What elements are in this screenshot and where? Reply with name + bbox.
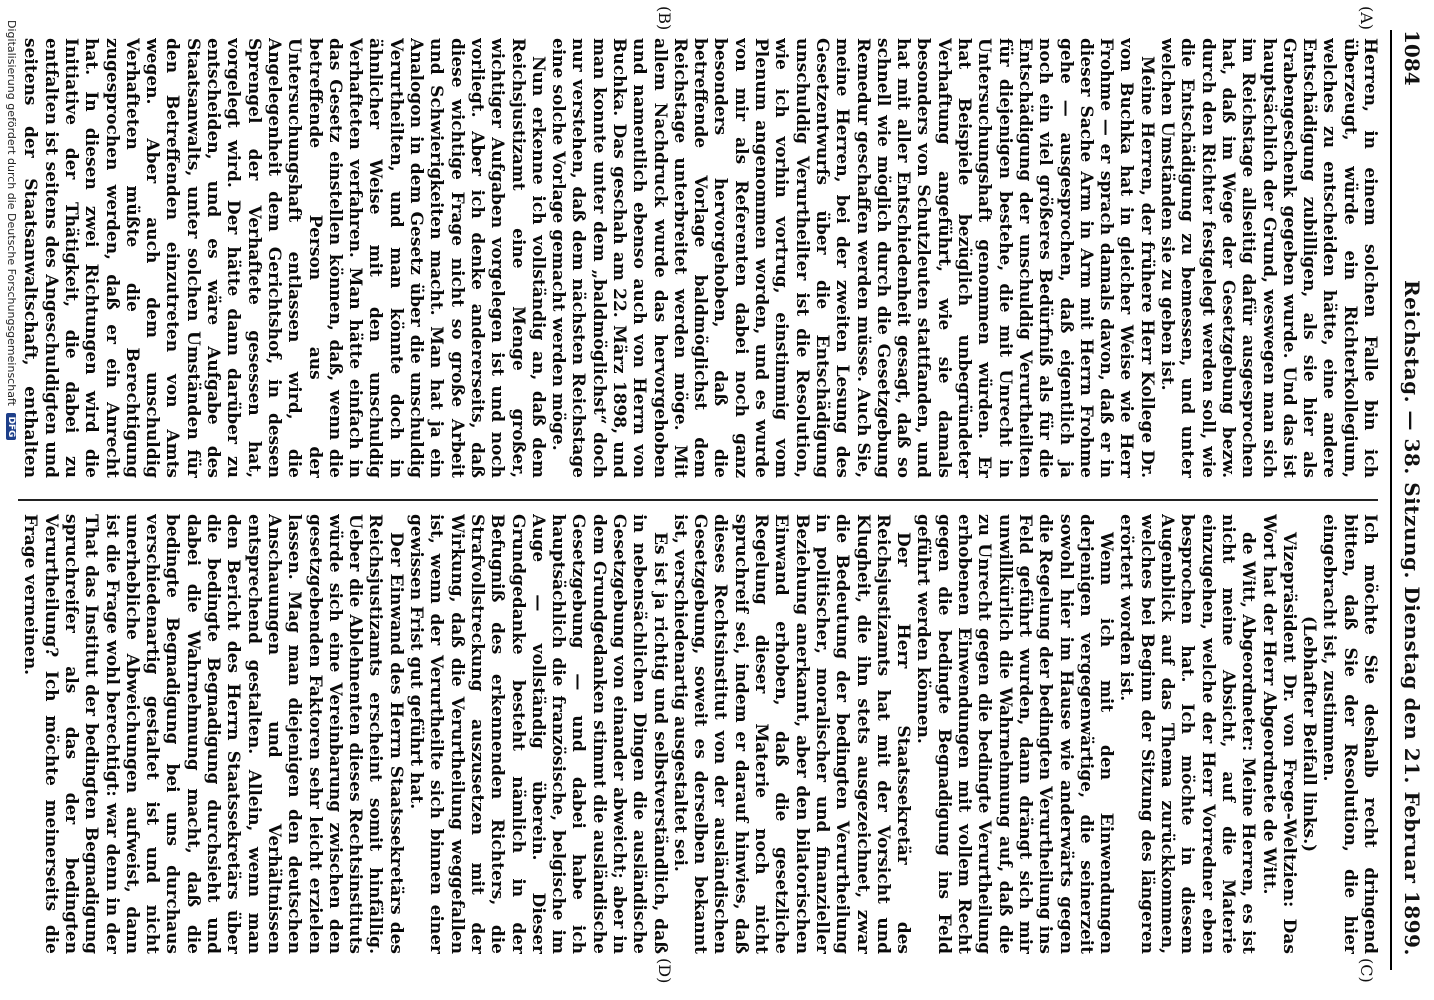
running-title: Reichstag. — 38. Sitzung. Dienstag den 21. Februar 1899. (1400, 280, 1424, 956)
margin-marker-c: (C) (1357, 958, 1376, 983)
margin-marker-d: (D) (655, 958, 674, 984)
page-header (1390, 30, 1426, 970)
paragraph: Nun erkenne ich vollständig an, daß dem Reichsjustizamt eine Menge großer, wichtiger Aufgaben vorgelegen ist und noch vorliegt. Aber ich denke andererseits, daß diese wichtige Frage nicht so große Arbeit und Schwierigkeiten macht. Man hat ja ein Analogon in dem Gesetz über die unschuldig Verurtheilten, und man könnte doch in ähnlicher Weise mit den unschuldig Verhafteten verfahren. Man hätte einfach in das Gesetz einstellen können, daß, wenn die betreffende Person aus der Untersuchungshaft entlassen wird, die Angelegenheit dem Gerichtshof, in dessen Sprengel der Verhaftete gesessen hat, vorgelegt wird. Der hätte dann darüber zu entscheiden, und es wäre Aufgabe des Staatsanwalts, unter solchen Umständen für den Betreffenden einzutreten von Amts wegen. Aber auch dem unschuldig Verhafteten müßte die Berechtigung zugesprochen werden, daß er ein Anrecht hat. In diesen zwei Richtungen wird die Initiative der Thätigkeit, die dabei zu entfalten ist seitens des Angeschuldigten und seitens der Staatsanwaltschaft, enthalten (20, 38, 548, 478)
speaker-paragraph: Vizepräsident Dr. von Frege-Weltzien: Das Wort hat der Herr Abgeordnete de Witt. (1258, 514, 1299, 954)
column-divider (18, 499, 1378, 501)
paragraph: Meine Herren, der frühere Herr Kollege Dr. von Buchka hat in gleicher Weise wie Herr Frohme — er sprach damals davon, daß er in dieser Sache Arm in Arm mit Herrn Frohme gehe — ausgesprochen, daß eigentlich ja noch ein viel größeres Bedürfniß als für die Entschädigung der unschuldig Verurtheilten für diejenigen bestehe, die mit Unrecht in Untersuchungshaft genommen würden. Er hat Beispiele bezüglich unbegründeter Verhaftung angeführt, wie sie damals besonders von Schutzleuten stattfanden, und hat mit aller Entschiedenheit gesagt, daß so schnell wie möglich durch die Gesetzgebung Remedur geschaffen werden müsse. Auch Sie, meine Herren, bei der zweiten Lesung des Gesetzentwurfs über die Entschädigung unschuldig Verurtheilter ist die Resolution, wie ich vorhin vortrug, einstimmig vom Plenum angenommen worden, und es wurde von mir als Referenten dabei noch ganz besonders hervorgehoben, daß die betreffende Vorlage baldmöglichst dem Reichstage unterbreitet werden möge. Mit allem Nachdruck wurde das hervorgehoben und namentlich ebenso auch von Herrn von Buchka. Das geschah am 22. März 1898, und man konnte unter dem „baldmöglichst“ doch nur verstehen, daß dem nächsten Reichstage eine solche Vorlage gemacht werden möge. (548, 38, 1157, 478)
header-rule (1390, 30, 1392, 970)
digitization-credit (2, 20, 18, 980)
right-column (20, 514, 1380, 954)
applause-note: (Lebhafter Beifall links.) (1299, 615, 1320, 853)
paragraph: Der Einwand des Herrn Staatssekretärs des Reichsjustizamts erscheint somit hinfällig. Ueber die Ablehnenten dieses Rechtsinstituts würde sich eine Vereinbarung zwischen den gesetzgebenden Faktoren sehr leicht erzielen lassen. Mag man diejenigen den deutschen Anschauungen und Verhältnissen entsprechend gestalten. Allein, wenn man den Bericht des Herrn Staatssekretärs über die bedingte Begnadigung durchsieht und dabei die Wahrnehmung macht, daß die bedingte Begnadigung bei uns durchaus verschiedenartig gestaltet ist und nicht unerhebliche Abweichungen aufweist, dann ist die Frage wohl berechtigt: war denn in der That das Institut der bedingten Begnadigung spruchreifer als das der bedingten Verurtheilung? Ich möchte meinerseits die Frage verneinen. (20, 514, 406, 954)
paragraph: Wenn ich mit den Einwendungen derjenigen vergegenwärtige, die seinerzeit sowohl hier im Hause wie anderwärts gegen die Regelung der bedingten Verurtheilung ins Feld geführt wurden, dann drängt sich mir unwillkürlich die Wahrnehmung auf, daß die zu Unrecht gegen die bedingte Verurtheilung erhobenen Einwendungen mit vollem Recht gegen die bedingte Begnadigung ins Feld geführt werden können. (913, 514, 1117, 954)
left-column (20, 38, 1380, 478)
page-number: 1084 (1400, 30, 1424, 86)
speaker-paragraph: de Witt, Abgeordneter: Meine Herren, es ist nicht meine Absicht, auf die Materie einzugehen, welche der Herr Vorredner eben besprochen hat. Ich möchte in diesem Augenblick auf das Thema zurückkommen, welches bei Beginn der Sitzung des längeren erörtert worden ist. (1116, 514, 1259, 954)
dfg-logo-icon: DFG (6, 413, 16, 440)
margin-marker-b: (B) (655, 6, 674, 31)
paragraph: Der Herr Staatssekretär des Reichsjustizamts hat mit der Vorsicht und Klugheit, die ihn stets ausgezeichnet, zwar die Bedeutung der bedingten Verurtheilung in politischer, moralischer und finanzieller Beziehung anerkannt, aber den bilatorischen Einwand erhoben, daß die gesetzliche Regelung dieser Materie noch nicht spruchreif sei, indem er darauf hinwies, daß dieses Rechtsinstitut von der ausländischen Gesetzgebung, soweit es derselben bekannt ist, verschiedenartig ausgestaltet sei. (669, 514, 914, 954)
paragraph: Herren, in einem solchen Falle bin ich überzeugt, würde ein Richterkollegium, welches zu entscheiden hätte, eine andere Entschädigung zubilligen, als sie hier als Grabengeschenk gegeben wurde. Und das ist hauptsächlich der Grund, weswegen man sich im Reichstage allseitig dafür ausgesprochen hat, daß im Wege der Gesetzgebung bezw. durch den Richter festgelegt werden soll, wie die Entschädigung zu bemessen, und unter welchen Umständen sie zu geben ist. (1157, 38, 1380, 478)
credit-text: Digitalisierung gefördert durch die Deutsche Forschungsgemeinschaft (5, 20, 18, 406)
paragraph: Es ist ja richtig und selbstverständlich, daß in nebensächlichen Dingen die ausländische Gesetzgebung von einander abweicht; aber in dem Grundgedanken stimmt die ausländische Gesetzgebung — und dabei habe ich hauptsächlich die französische, belgische im Auge — vollständig überein. Dieser Grundgedanke besteht nämlich in der Befugniß des erkennenden Richters, die Strafvollstreckung auszusetzen mit der Wirkung, daß die Verurtheilung weggefallen ist, wenn der Verurtheilte sich binnen einer gewissen Frist gut geführt hat. (406, 514, 670, 954)
paragraph: Ich möchte Sie deshalb recht dringend bitten, daß Sie der Resolution, die hier eingebracht ist, zustimmen. (1319, 514, 1380, 954)
margin-marker-a: (A) (1357, 6, 1376, 31)
